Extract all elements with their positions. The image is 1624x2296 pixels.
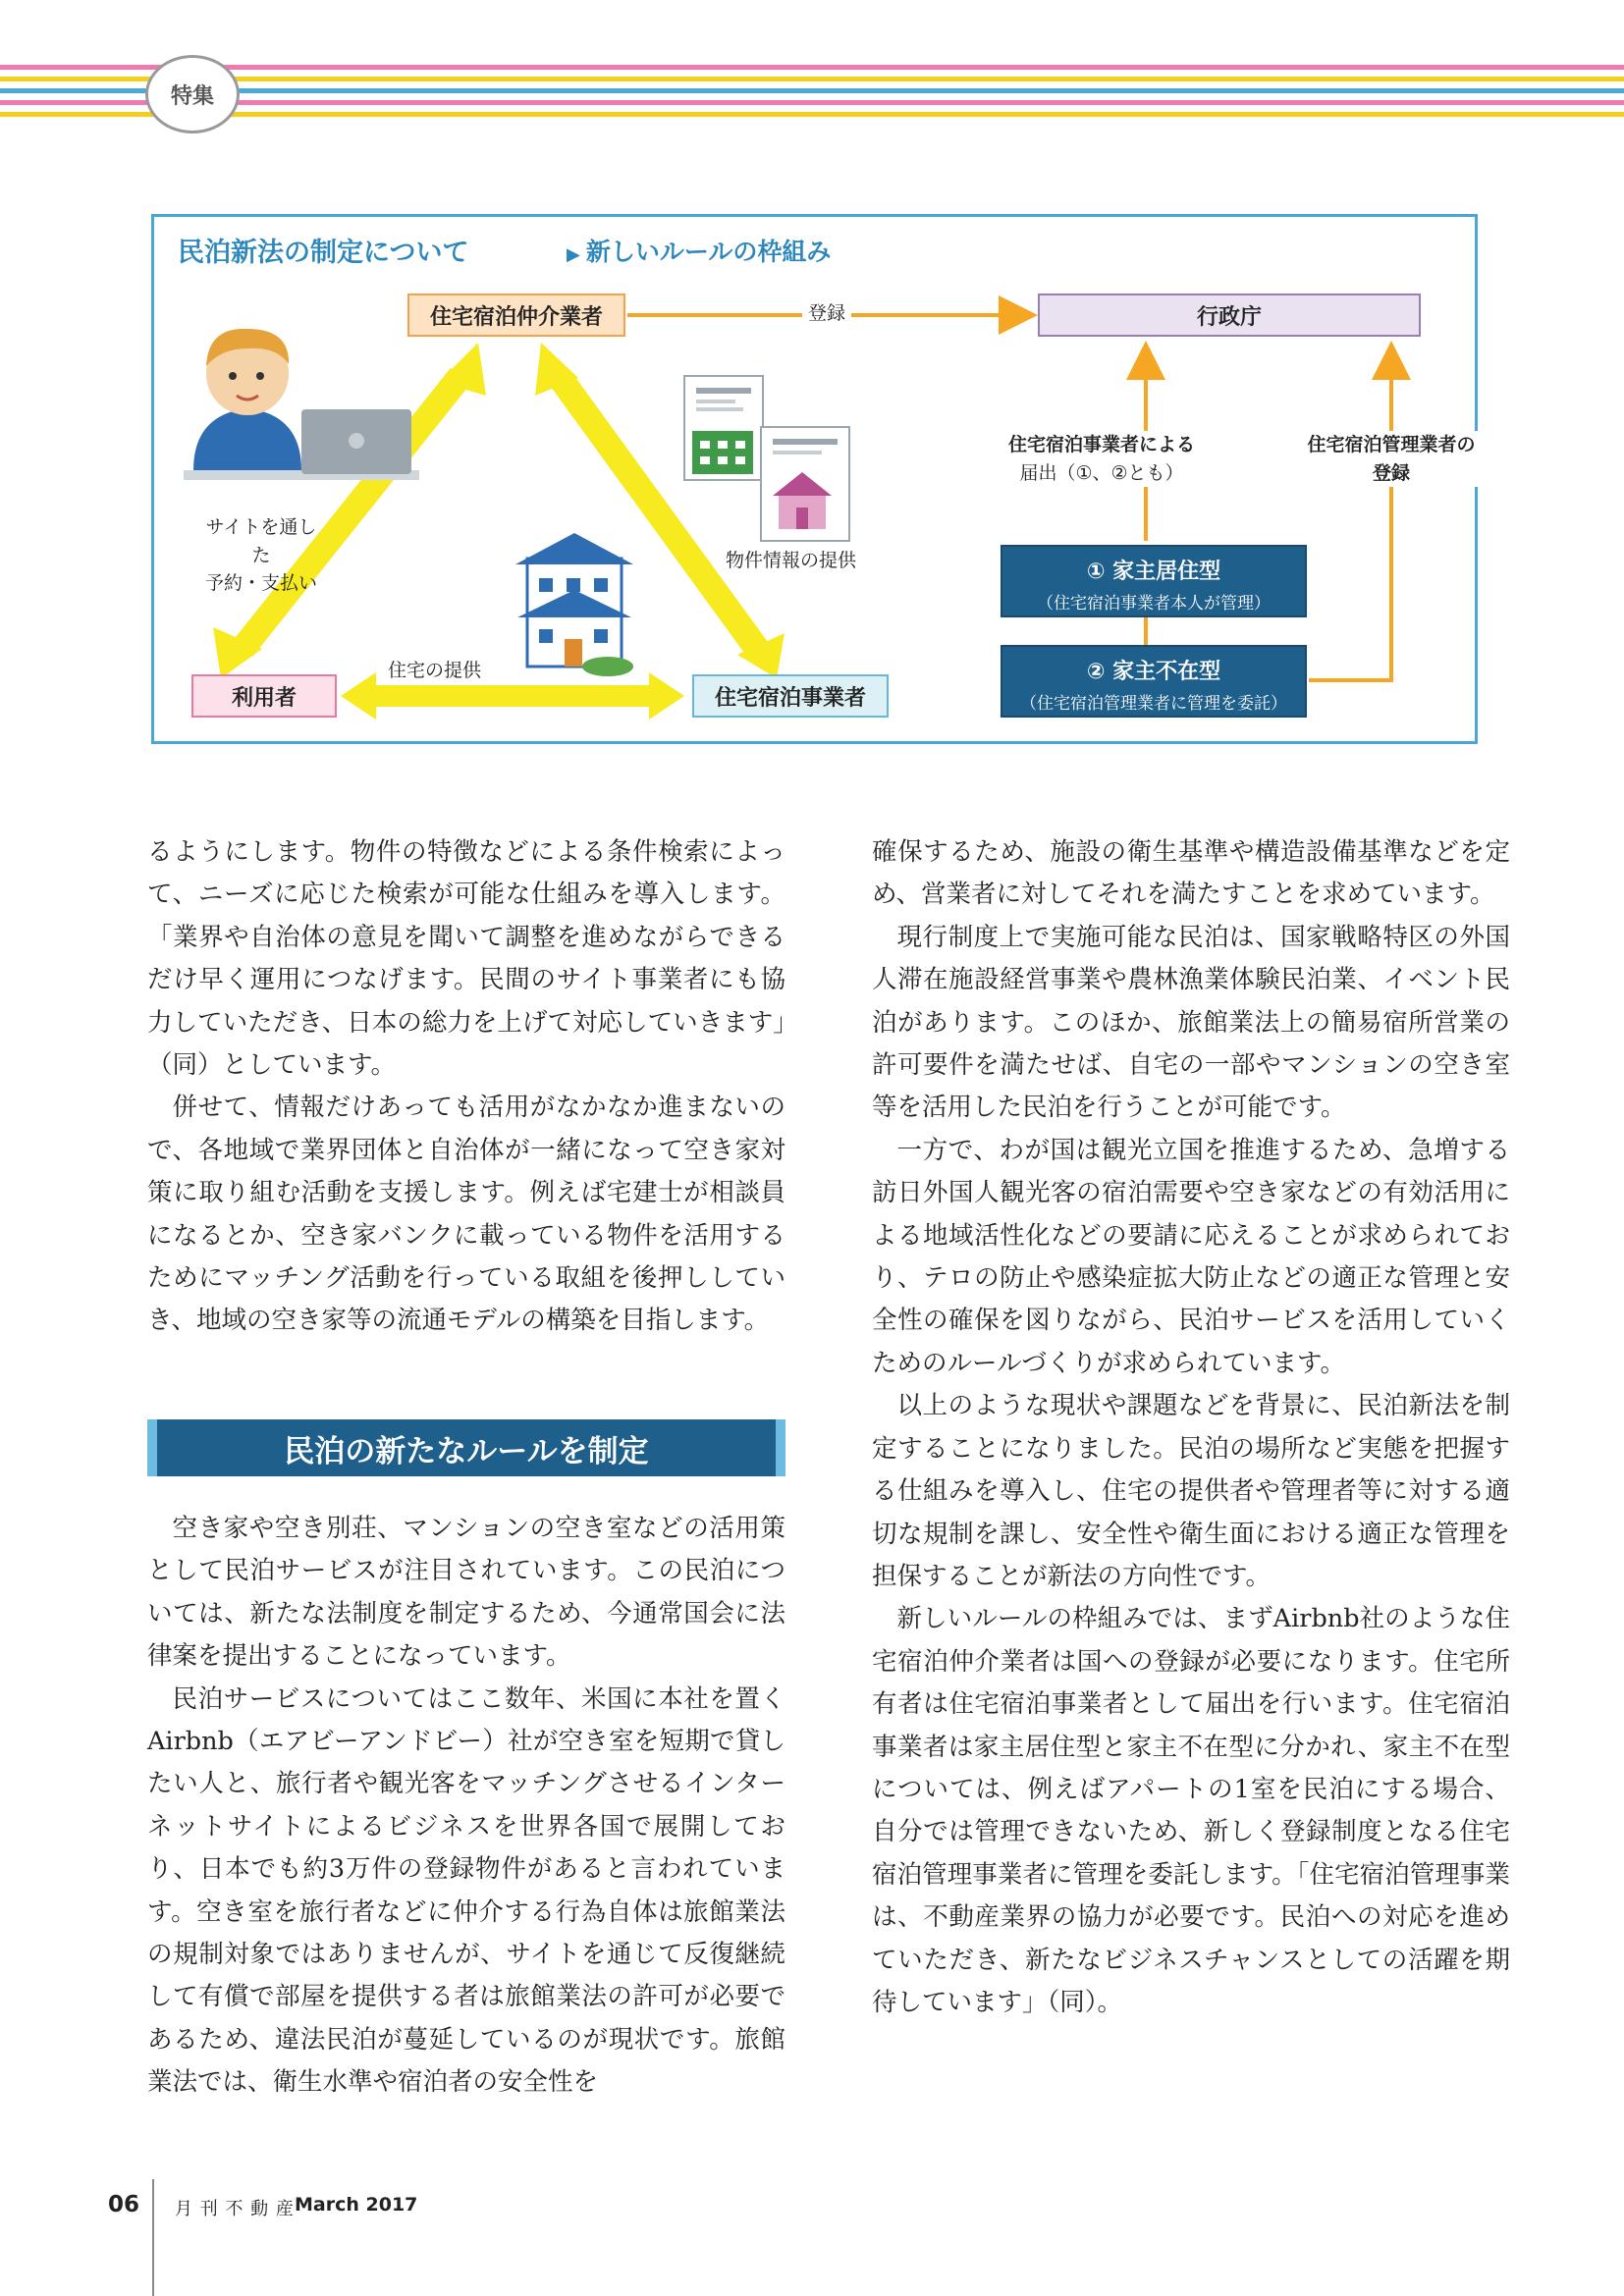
paragraph: 民泊サービスについてはここ数年、米国に本社を置くAirbnb（エアビーアンドビー）社が空き室を短期で貸したい人と、旅行者や観光客をマッチングさせるインターネットサイトによるビジネスを世界各国で展開しており、日本でも約3万件の登録物件があると言われています。空き室を旅行者などに仲介する行為自体は旅館業法の規制対象ではありませんが、サイトを通じて反復継続して有償で部屋を提供する者は旅館業法の許可が必要であるため、違法民泊が蔓延しているのが現状です。旅館業法では、衛生水準や宿泊者の安全性を xyxy=(147,1683,785,2098)
node-government: 行政庁 xyxy=(1038,294,1421,337)
type1-title: ① 家主居住型 xyxy=(1086,560,1221,584)
node-operator: 住宅宿泊事業者 xyxy=(692,674,889,718)
label-site-line2: 予約・支払い xyxy=(204,572,317,594)
label-mgmt-line2: 登録 xyxy=(1372,461,1410,484)
paragraph: 空き家や空き別荘、マンションの空き室などの活用策として民泊サービスが注目されています。この民泊については、新たな法制度を制定するため、今通常国会に法律案を提出することになっています。 xyxy=(147,1514,785,1672)
header-stripe-pink xyxy=(0,65,1624,70)
triangle-icon: ▶ xyxy=(567,244,580,265)
type-owner-resident xyxy=(1001,545,1307,617)
label-mgmt-registration xyxy=(1293,431,1489,487)
left-column-top xyxy=(147,831,785,1343)
label-notify-line1: 住宅宿泊事業者による xyxy=(1008,434,1196,455)
paragraph: 現行制度上で実施可能な民泊は、国家戦略特区の外国人滞在施設経営事業や農林漁業体験民泊業、イベント民泊があります。このほか、旅館業法上の簡易宿所営業の許可要件を満たせば、自宅の一部やマンションの空き室等を活用した民泊を行うことが可能です。 xyxy=(872,922,1510,1123)
paragraph: るようにします。物件の特徴などによる条件検索によって、ニーズに応じた検索が可能な仕組みを導入します。「業界や自治体の意見を聞いて調整を進めながらできるだけ早く運用につなげます。民間のサイト事業者にも協力していただき、日本の総力を上げて対応していきます」（同）としています。 xyxy=(147,837,785,1081)
paragraph: 確保するため、施設の衛生基準や構造設備基準などを定め、営業者に対してそれを満たすことを求めています。 xyxy=(872,837,1510,910)
header-stripe-blue xyxy=(0,88,1624,93)
label-property-info: 物件情報の提供 xyxy=(726,550,857,571)
property-info-illustration xyxy=(684,376,849,541)
footer-divider xyxy=(152,2179,154,2296)
section-heading: 民泊の新たなルールを制定 xyxy=(147,1419,785,1476)
label-register: 登録 xyxy=(802,299,851,328)
diagram-title: 民泊新法の制定について xyxy=(178,238,469,268)
label-site-line1: サイトを通した xyxy=(205,516,317,566)
label-mgmt-line1: 住宅宿泊管理業者の xyxy=(1307,434,1476,455)
paragraph: 以上のような現状や課題などを背景に、民泊新法を制定することになりました。民泊の場所など実態を把握する仕組みを導入し、住宅の提供者や管理者等に対する適切な規制を課し、安全性や衛生面における適正な管理を担保することが新法の方向性です。 xyxy=(872,1391,1510,1591)
issue-date: March 2017 xyxy=(295,2194,418,2216)
node-user: 利用者 xyxy=(191,674,337,718)
node-broker: 住宅宿泊仲介業者 xyxy=(407,294,625,337)
label-housing-provide: 住宅の提供 xyxy=(388,660,482,681)
label-notify-line2: 届出（①、②とも） xyxy=(1019,461,1184,484)
left-column-bottom xyxy=(147,1508,785,2105)
type1-sub: （住宅宿泊事業者本人が管理） xyxy=(1037,594,1271,614)
rules-framework-diagram xyxy=(151,214,1478,744)
right-column xyxy=(872,831,1510,2024)
paragraph: 一方で、わが国は観光立国を推進するため、急増する訪日外国人観光客の宿泊需要や空き家などの有効活用による地域活性化などの要請に応えることが求められており、テロの防止や感染症拡大防止などの適正な管理と安全性の確保を図りながら、民泊サービスを活用していくためのルールづくりが求められています。 xyxy=(872,1135,1510,1378)
person-laptop-illustration xyxy=(184,329,419,480)
orange-arrow-mgmt xyxy=(1309,348,1391,680)
header-stripe-yellow-2 xyxy=(0,112,1624,117)
type2-title: ② 家主不在型 xyxy=(1086,660,1221,684)
header-stripe-yellow xyxy=(0,77,1624,81)
diagram-subtitle-text: 新しいルールの枠組み xyxy=(585,238,832,266)
paragraph: 併せて、情報だけあっても活用がなかなか進まないので、各地域で業界団体と自治体が一緒になって空き家対策に取り組む活動を支援します。例えば宅建士が相談員になるとか、空き家バンクに載っている物件を活用するためにマッチング活動を行っている取組を後押ししていき、地域の空き家等の流通モデルの構築を目指します。 xyxy=(147,1093,785,1336)
page-number: 06 xyxy=(108,2192,140,2217)
type2-sub: （住宅宿泊管理業者に管理を委託） xyxy=(1020,694,1287,714)
feature-badge: 特集 xyxy=(145,55,240,133)
label-site-booking xyxy=(197,513,325,598)
header-stripe-pink-2 xyxy=(0,100,1624,105)
paragraph: 新しいルールの枠組みでは、まずAirbnb社のような住宅宿泊仲介業者は国への登録が必要になります。住宅所有者は住宅宿泊事業者として届出を行います。住宅宿泊事業者は家主居住型と家主不在型に分かれ、家主不在型については、例えばアパートの1室を民泊にする場合、自分では管理できないため、新しく登録制度となる住宅宿泊管理事業者に管理を委託します。「住宅宿泊管理事業は、不動産業界の協力が必要です。民泊への対応を進めていただき、新たなビジネスチャンスとしての活躍を期待しています」（同）。 xyxy=(872,1604,1510,2017)
type-owner-absent xyxy=(1001,645,1307,718)
magazine-title: 月 刊 不 動 産 xyxy=(175,2199,295,2219)
house-illustration xyxy=(515,533,633,676)
diagram-subtitle xyxy=(567,233,831,268)
label-notification xyxy=(1008,431,1195,487)
